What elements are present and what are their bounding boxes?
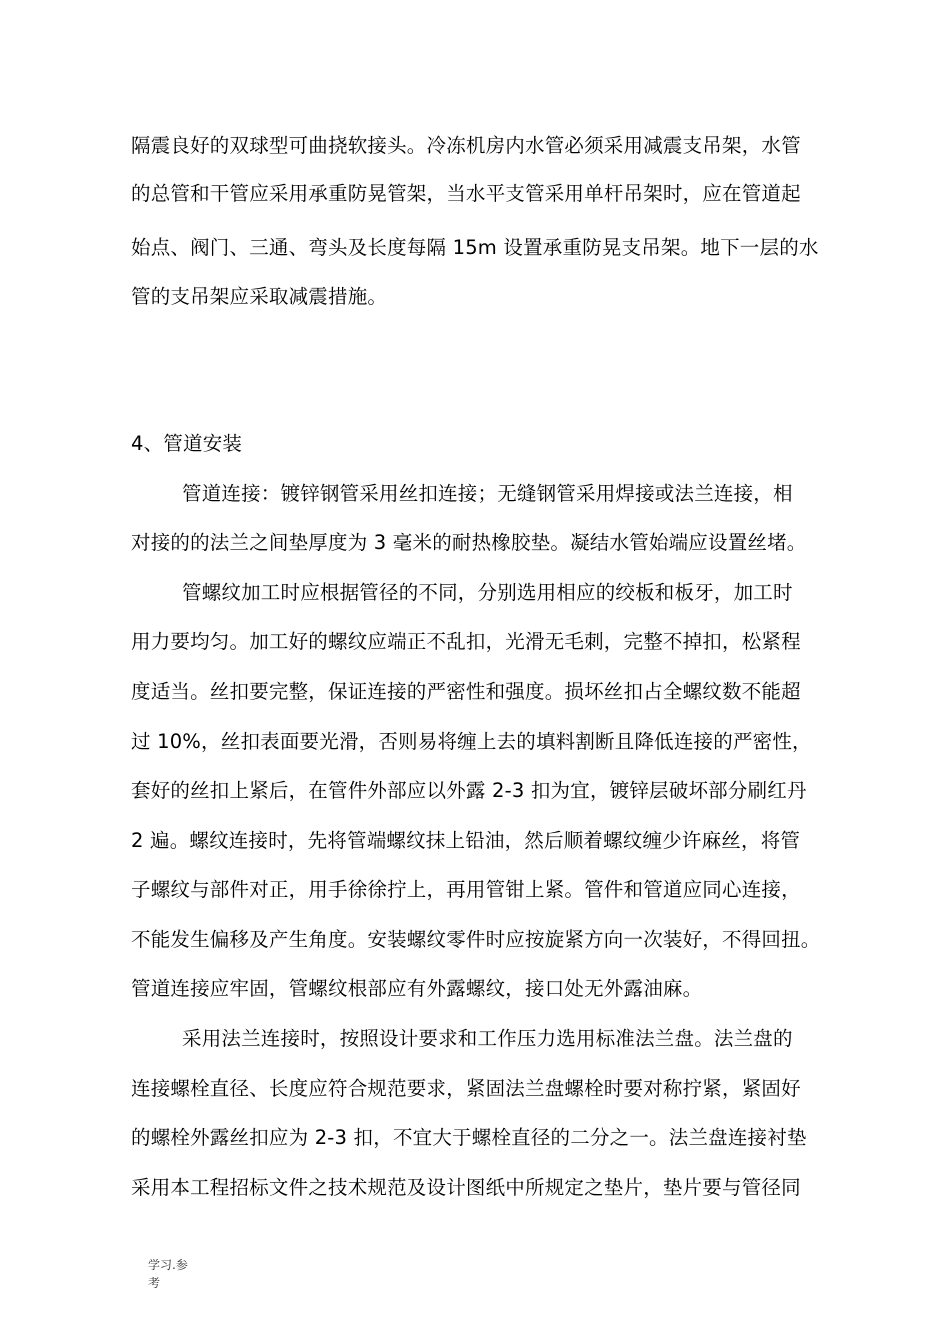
- paragraph3-line: 不能发生偏移及产生角度。安装螺纹零件时应按旋紧方向一次装好，不得回扭。: [131, 928, 821, 951]
- footer-text-line1: 学习.参: [148, 1258, 188, 1272]
- footer-text-line2: 考: [148, 1276, 161, 1290]
- paragraph4-line: 连接螺栓直径、长度应符合规范要求，紧固法兰盘螺栓时要对称拧紧，紧固好: [131, 1077, 801, 1100]
- paragraph2-line: 管道连接：镀锌钢管采用丝扣连接；无缝钢管采用焊接或法兰连接，相: [182, 482, 793, 505]
- section-heading: 4、管道安装: [131, 432, 243, 455]
- paragraph3-line: 管道连接应牢固，管螺纹根部应有外露螺纹，接口处无外露油麻。: [131, 977, 703, 1000]
- paragraph1-line: 始点、阀门、三通、弯头及长度每隔 15m 设置承重防晃支吊架。地下一层的水: [131, 236, 819, 259]
- paragraph3-line: 过 10%，丝扣表面要光滑，否则易将缠上去的填料割断且降低连接的严密性，: [131, 730, 812, 753]
- paragraph1-line: 的总管和干管应采用承重防晃管架，当水平支管采用单杆吊架时，应在管道起: [131, 182, 801, 205]
- paragraph3-line: 2 遍。螺纹连接时，先将管端螺纹抹上铅油，然后顺着螺纹缠少许麻丝，将管: [131, 829, 801, 852]
- paragraph2-line: 对接的的法兰之间垫厚度为 3 毫米的耐热橡胶垫。凝结水管始端应设置丝堵。: [131, 531, 807, 554]
- paragraph4-line: 采用法兰连接时，按照设计要求和工作压力选用标准法兰盘。法兰盘的: [182, 1027, 793, 1050]
- paragraph4-line: 采用本工程招标文件之技术规范及设计图纸中所规定之垫片，垫片要与管径同: [131, 1176, 801, 1199]
- paragraph3-line: 用力要均匀。加工好的螺纹应端正不乱扣，光滑无毛刺，完整不掉扣，松紧程: [131, 630, 801, 653]
- paragraph3-line: 管螺纹加工时应根据管径的不同，分别选用相应的绞板和板牙，加工时: [182, 581, 793, 604]
- paragraph1-line: 管的支吊架应采取减震措施。: [131, 285, 388, 308]
- paragraph3-line: 套好的丝扣上紧后，在管件外部应以外露 2-3 扣为宜，镀锌层破坏部分刷红丹: [131, 779, 807, 802]
- paragraph3-line: 子螺纹与部件对正，用手徐徐拧上，再用管钳上紧。管件和管道应同心连接，: [131, 878, 801, 901]
- paragraph3-line: 度适当。丝扣要完整，保证连接的严密性和强度。损坏丝扣占全螺纹数不能超: [131, 680, 801, 703]
- paragraph4-line: 的螺栓外露丝扣应为 2-3 扣，不宜大于螺栓直径的二分之一。法兰盘连接衬垫: [131, 1126, 807, 1149]
- paragraph1-line: 隔震良好的双球型可曲挠软接头。冷冻机房内水管必须采用减震支吊架，水管: [131, 134, 801, 157]
